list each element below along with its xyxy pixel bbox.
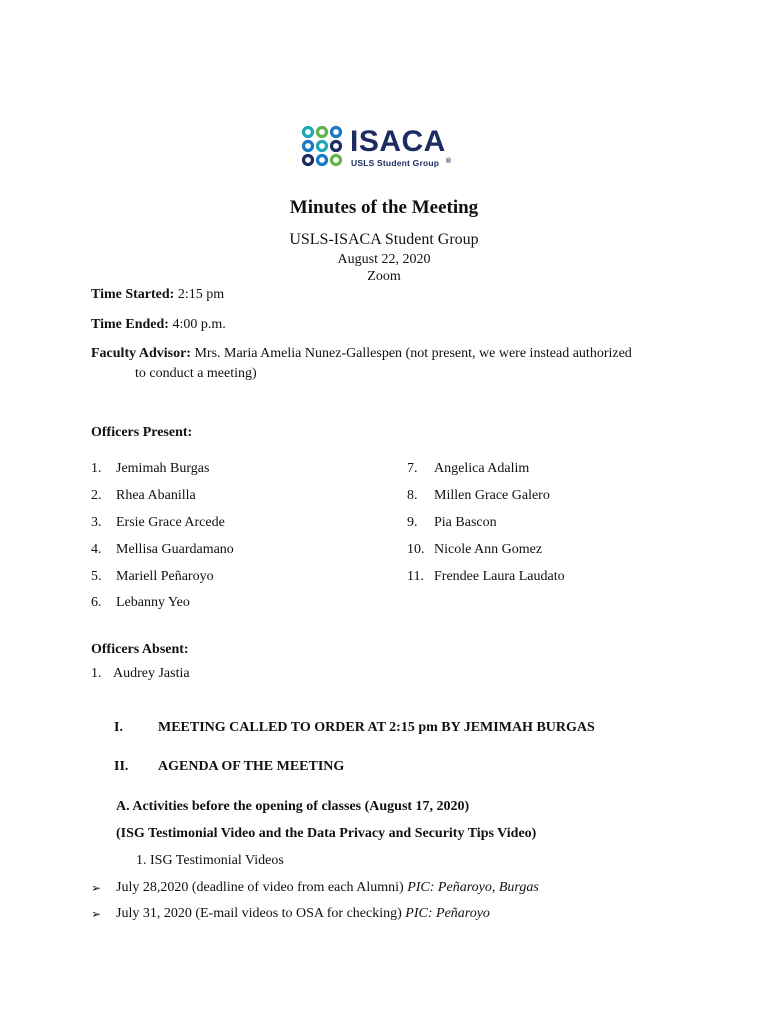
officer-name: Frendee Laura Laudato	[434, 569, 565, 584]
list-item-number: 3.	[91, 515, 102, 530]
list-item-number: 7.	[407, 461, 418, 476]
list-item-number: 5.	[91, 569, 102, 584]
arrow-bullet-icon: ➢	[91, 907, 102, 921]
time-started	[91, 285, 224, 305]
isaca-logo-mark-icon	[300, 124, 344, 168]
time-started-label: Time Started:	[91, 287, 175, 302]
absent-officer-name: Audrey Jastia	[113, 666, 190, 681]
officers-absent-heading: Officers Absent:	[91, 642, 189, 657]
agenda-bullet	[116, 880, 539, 896]
agenda-subheading-note: (ISG Testimonial Video and the Data Privacy and Security Tips Video)	[116, 826, 537, 841]
time-started-value: 2:15 pm	[177, 287, 225, 302]
faculty-advisor-label: Faculty Advisor:	[91, 346, 191, 361]
arrow-bullet-icon: ➢	[91, 881, 102, 895]
bullet-text: July 28,2020 (deadline of video from each Alumni)	[116, 880, 408, 895]
list-item-number: 6.	[91, 595, 102, 610]
meeting-date: August 22, 2020	[337, 252, 431, 267]
agenda-bullet	[116, 906, 490, 922]
officer-name: Rhea Abanilla	[116, 488, 196, 503]
list-item-number: 9.	[407, 515, 418, 530]
agenda-item: 1. ISG Testimonial Videos	[136, 853, 284, 868]
officer-name: Mariell Peñaroyo	[116, 569, 214, 584]
agenda-subheading: A. Activities before the opening of classes (August 17, 2020)	[116, 799, 470, 814]
officer-name: Millen Grace Galero	[434, 488, 550, 503]
officer-name: Mellisa Guardamano	[116, 542, 234, 557]
organization-name: USLS-ISACA Student Group	[289, 231, 479, 248]
time-ended-label: Time Ended:	[91, 317, 169, 332]
list-item-number: 10.	[407, 542, 425, 557]
bullet-pic: PIC: Peñaroyo	[405, 906, 490, 921]
section-number: I.	[114, 720, 123, 735]
section-heading: AGENDA OF THE MEETING	[158, 759, 345, 774]
list-item-number: 2.	[91, 488, 102, 503]
bullet-text: July 31, 2020 (E-mail videos to OSA for checking)	[116, 906, 406, 921]
officer-name: Lebanny Yeo	[116, 595, 190, 610]
list-item-number: 8.	[407, 488, 418, 503]
meeting-venue: Zoom	[367, 269, 401, 284]
document-title: Minutes of the Meeting	[289, 197, 479, 218]
list-item-number: 11.	[407, 569, 424, 584]
officer-name: Nicole Ann Gomez	[434, 542, 543, 557]
bullet-pic: PIC: Peñaroyo, Burgas	[407, 880, 539, 895]
logo-subtitle: USLS Student Group	[351, 158, 440, 168]
faculty-advisor	[91, 344, 632, 364]
list-item-number: 1.	[91, 666, 102, 681]
officer-name: Pia Bascon	[434, 515, 497, 530]
officer-name: Jemimah Burgas	[116, 461, 210, 476]
time-ended-value: 4:00 p.m.	[172, 317, 226, 332]
officer-name: Ersie Grace Arcede	[116, 515, 225, 530]
officers-present-heading: Officers Present:	[91, 425, 193, 440]
logo-wordmark: ISACA®	[350, 125, 452, 165]
list-item-number: 4.	[91, 542, 102, 557]
isaca-logo	[300, 120, 460, 180]
faculty-advisor-continued: to conduct a meeting)	[135, 366, 257, 381]
faculty-advisor-value: Mrs. Maria Amelia Nunez-Gallespen (not present, we were instead authorized	[194, 346, 632, 361]
officer-name: Angelica Adalim	[434, 461, 530, 476]
section-number: II.	[114, 759, 129, 774]
list-item-number: 1.	[91, 461, 102, 476]
section-heading: MEETING CALLED TO ORDER AT 2:15 pm BY JEMIMAH BURGAS	[158, 720, 595, 735]
time-ended	[91, 315, 226, 335]
